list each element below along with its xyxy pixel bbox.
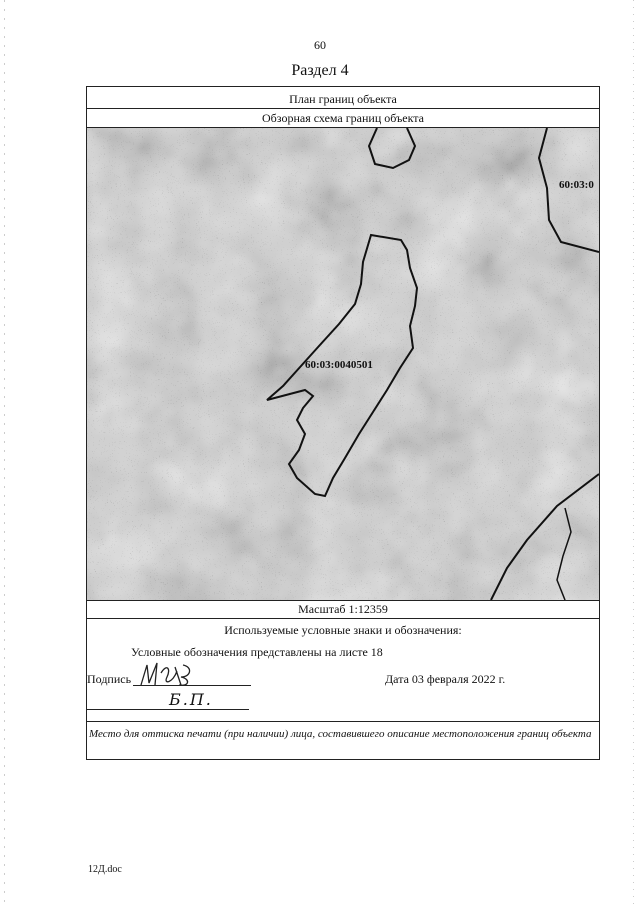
divider xyxy=(87,618,599,619)
date-text: Дата 03 февраля 2022 г. xyxy=(385,672,506,686)
plan-frame xyxy=(86,86,600,760)
legend-heading: Используемые условные знаки и обозначения: xyxy=(224,623,462,637)
divider xyxy=(87,721,599,722)
overview-map xyxy=(87,128,599,600)
handwritten-signature xyxy=(137,659,197,689)
map-svg xyxy=(87,128,599,600)
scan-edge-right xyxy=(633,0,634,905)
footer-filename: 12Д.doc xyxy=(88,864,122,875)
page-number: 60 xyxy=(314,38,326,52)
neighbor-label: 60:03:0 xyxy=(559,179,594,191)
stamp-place-text: Место для оттиска печати (при наличии) лица, составившего описание местоположения границ объекта xyxy=(89,728,592,740)
divider xyxy=(87,108,599,109)
legend-reference: Условные обозначения представлены на листе 18 xyxy=(131,645,383,659)
signature-label: Подпись xyxy=(87,672,132,686)
overview-header: Обзорная схема границ объекта xyxy=(262,111,424,125)
initials-line xyxy=(87,709,249,710)
parcel-label: 60:03:0040501 xyxy=(305,359,373,371)
section-title: Раздел 4 xyxy=(291,62,349,79)
plan-header: План границ объекта xyxy=(289,92,397,106)
divider xyxy=(87,600,599,601)
handwritten-initials: Б.П. xyxy=(169,690,213,709)
scale-text: Масштаб 1:12359 xyxy=(298,602,388,616)
scan-edge-left xyxy=(4,0,5,905)
